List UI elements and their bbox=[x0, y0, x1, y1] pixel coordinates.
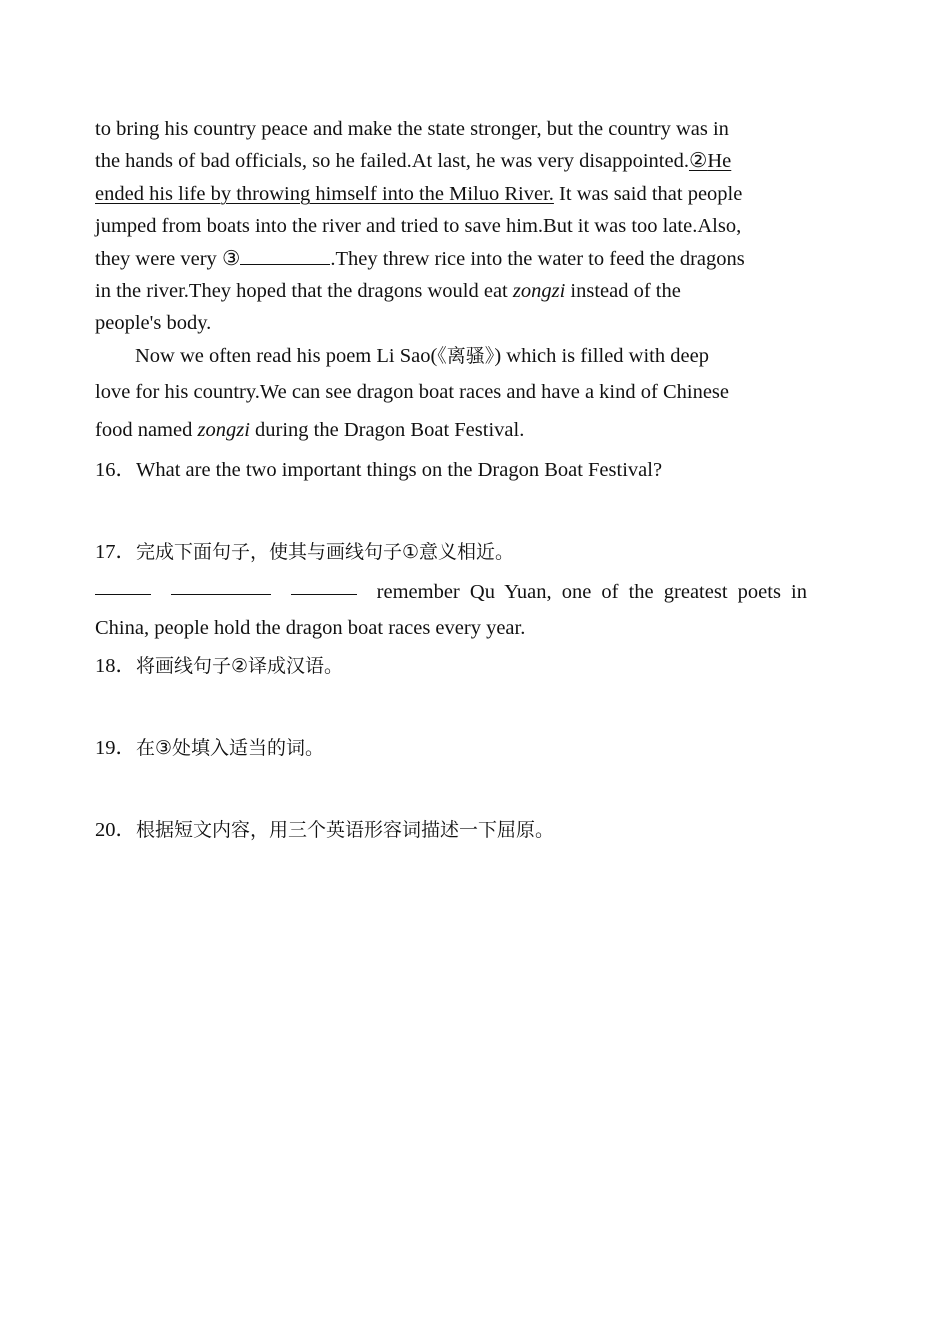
passage-line bbox=[95, 412, 807, 448]
question-17 bbox=[95, 536, 807, 568]
passage-line bbox=[95, 372, 807, 412]
passage-text: people's body. bbox=[95, 312, 212, 335]
marker-3: ③ bbox=[221, 247, 241, 270]
underlined-sentence-2 bbox=[689, 150, 731, 172]
question-text: 完成下面句子，使其与画线句子①意义相近。 bbox=[136, 540, 515, 563]
question-number: 18． bbox=[95, 654, 136, 677]
passage-text: during the Dragon Boat Festival. bbox=[249, 418, 525, 441]
passage-text: ) which is filled with deep bbox=[494, 344, 709, 367]
italic-word: zongzi bbox=[197, 418, 250, 441]
passage-text: food named bbox=[95, 418, 198, 441]
question-text: 在③处填入适当的词。 bbox=[136, 736, 325, 759]
question-number: 17． bbox=[95, 540, 136, 563]
passage-text: the hands of bad officials, so he failed.At last, he was very disappointed. bbox=[95, 150, 689, 173]
question-20 bbox=[95, 814, 807, 846]
poem-title: 《离骚》 bbox=[437, 344, 495, 367]
passage-text: instead of the bbox=[565, 280, 681, 303]
passage-text: It was said that people bbox=[553, 182, 743, 205]
passage-line bbox=[95, 178, 807, 210]
underlined-sentence-2-cont: ended his life by throwing himself into the Miluo River. bbox=[95, 182, 554, 205]
fill-sentence-text: China, people hold the dragon boat races every year. bbox=[95, 616, 526, 639]
question-text: 将画线句子②译成汉语。 bbox=[136, 654, 344, 677]
question-number: 20． bbox=[95, 818, 136, 841]
passage-line bbox=[95, 113, 807, 145]
answer-blank-17a[interactable] bbox=[95, 576, 151, 595]
question-17-fill-line bbox=[95, 576, 807, 608]
passage-paragraph-1 bbox=[95, 113, 807, 340]
question-number: 16． bbox=[95, 458, 136, 481]
passage-line bbox=[95, 275, 807, 307]
document-page bbox=[95, 113, 807, 846]
passage-line bbox=[95, 145, 807, 177]
question-text: What are the two important things on the Dragon Boat Festival? bbox=[136, 458, 663, 481]
answer-blank-3[interactable] bbox=[240, 246, 330, 265]
answer-blank-17c[interactable] bbox=[291, 576, 357, 595]
passage-line bbox=[95, 243, 807, 275]
fill-sentence-text: remember Qu Yuan, one of the greatest poets in bbox=[376, 580, 807, 603]
passage-text: .They threw rice into the water to feed the dragons bbox=[330, 247, 745, 270]
passage-text: to bring his country peace and make the state stronger, but the country was in bbox=[95, 118, 729, 140]
passage-text: Now we often read his poem Li Sao( bbox=[135, 344, 438, 367]
passage-text: jumped from boats into the river and tried to save him.But it was too late.Also, bbox=[95, 215, 742, 238]
passage-text: in the river.They hoped that the dragons would eat bbox=[95, 280, 513, 303]
marker-2: ② bbox=[688, 150, 708, 173]
passage-paragraph-2 bbox=[95, 340, 807, 448]
passage-line bbox=[95, 210, 807, 242]
question-number: 19． bbox=[95, 736, 136, 759]
question-text: 根据短文内容，用三个英语形容词描述一下屈原。 bbox=[136, 818, 555, 841]
question-16 bbox=[95, 454, 807, 486]
passage-text: love for his country.We can see dragon boat races and have a kind of Chinese bbox=[95, 380, 729, 403]
passage-text: they were very bbox=[95, 247, 222, 270]
question-18 bbox=[95, 650, 807, 682]
underlined-text: He bbox=[707, 150, 732, 173]
question-19 bbox=[95, 732, 807, 764]
passage-line bbox=[95, 340, 807, 372]
italic-word: zongzi bbox=[512, 280, 566, 303]
question-17-fill-cont bbox=[95, 612, 807, 644]
passage-line bbox=[95, 307, 807, 339]
answer-blank-17b[interactable] bbox=[171, 576, 271, 595]
